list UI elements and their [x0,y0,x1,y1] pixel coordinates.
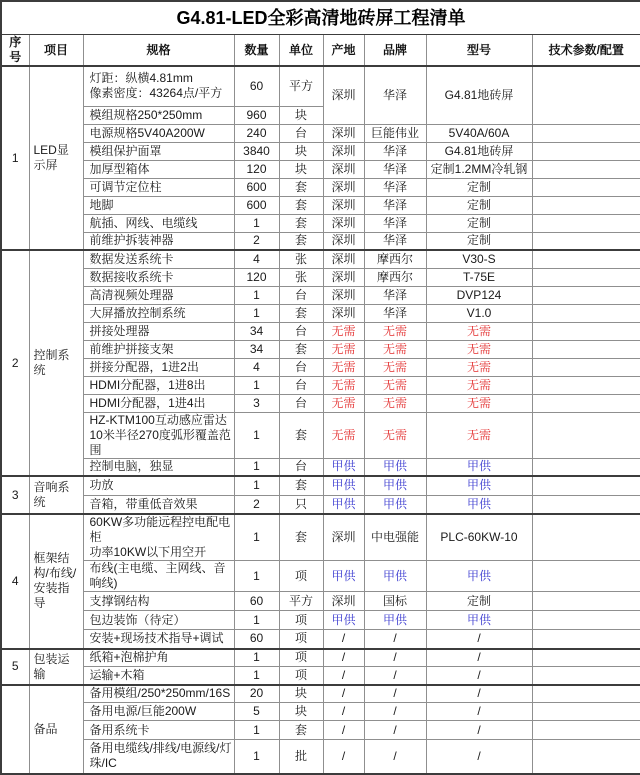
brand-cell: 华泽 [364,232,426,250]
model-cell: DVP124 [426,286,532,304]
qty-cell: 34 [234,322,279,340]
table-row [1,160,640,178]
table-row [1,649,640,667]
brand-cell: / [364,703,426,721]
model-cell: 定制1.2MM冷轧钢 [426,160,532,178]
spec-line: 灯距：纵横4.81mm [89,71,193,86]
tech-cell [532,322,640,340]
model-cell: 甲供 [426,561,532,592]
row-no-cell: 4 [1,514,29,649]
tech-cell [532,268,640,286]
model-cell: 无需 [426,358,532,376]
column-header-no: 序号 [1,35,29,67]
unit-cell: 台 [279,394,323,412]
unit-cell: 台 [279,322,323,340]
origin-cell: 深圳 [323,514,364,561]
brand-cell: 甲供 [364,561,426,592]
spec-cell: 数据接收系统卡 [83,268,234,286]
unit-cell: 台 [279,358,323,376]
brand-cell: 无需 [364,322,426,340]
origin-cell: 深圳 [323,196,364,214]
table-row [1,250,640,268]
unit-cell: 批 [279,740,323,774]
tech-cell [532,250,640,268]
spec-cell: HDMI分配器，1进4出 [83,394,234,412]
unit-cell: 张 [279,268,323,286]
qty-cell: 960 [234,106,279,124]
tech-cell [532,685,640,703]
tech-cell [532,611,640,630]
brand-cell: 无需 [364,376,426,394]
spec-line: 60KW多功能远程控电配电柜 [89,515,231,544]
brand-cell: 甲供 [364,458,426,476]
unit-cell: 套 [279,232,323,250]
column-header-spec: 规格 [83,35,234,67]
unit-cell: 套 [279,476,323,495]
spec-cell: 拼接分配器，1进2出 [83,358,234,376]
qty-cell: 1 [234,740,279,774]
qty-cell: 3840 [234,142,279,160]
model-cell: / [426,685,532,703]
tech-cell [532,214,640,232]
origin-cell: 深圳 [323,178,364,196]
item-cell: 包装运输 [29,649,83,685]
tech-cell [532,495,640,514]
tech-cell [532,340,640,358]
qty-cell: 60 [234,592,279,611]
brand-cell: 巨能伟业 [364,124,426,142]
unit-cell: 项 [279,649,323,667]
qty-cell: 5 [234,703,279,721]
qty-cell: 2 [234,232,279,250]
model-cell: G4.81地砖屏 [426,66,532,124]
brand-cell: 无需 [364,340,426,358]
qty-cell: 120 [234,268,279,286]
column-header-origin: 产地 [323,35,364,67]
qty-cell: 60 [234,630,279,649]
origin-cell: / [323,667,364,685]
table-row [1,124,640,142]
page-title: G4.81-LED全彩高清地砖屏工程清单 [1,1,640,35]
row-no-cell: 3 [1,476,29,514]
column-header-tech: 技术参数/配置 [532,35,640,67]
qty-cell: 1 [234,376,279,394]
unit-cell: 块 [279,703,323,721]
unit-cell: 套 [279,340,323,358]
qty-cell: 1 [234,561,279,592]
qty-cell: 1 [234,214,279,232]
spec-cell: 模组规格250*250mm [83,106,234,124]
unit-cell: 平方 [279,592,323,611]
origin-cell: 深圳 [323,124,364,142]
brand-cell: 华泽 [364,178,426,196]
origin-cell: / [323,649,364,667]
brand-cell: / [364,630,426,649]
unit-cell: 项 [279,561,323,592]
brand-cell: 甲供 [364,495,426,514]
tech-cell [532,232,640,250]
unit-cell: 项 [279,611,323,630]
tech-cell [532,178,640,196]
unit-cell: 套 [279,412,323,458]
title-row [1,1,640,35]
origin-cell: 甲供 [323,611,364,630]
model-cell: T-75E [426,268,532,286]
table-row [1,304,640,322]
tech-cell [532,592,640,611]
tech-cell [532,458,640,476]
tech-cell [532,703,640,721]
model-cell: 无需 [426,412,532,458]
origin-cell: 无需 [323,322,364,340]
brand-cell: 甲供 [364,611,426,630]
table-row [1,286,640,304]
model-cell: / [426,630,532,649]
spec-cell: 加厚型箱体 [83,160,234,178]
brand-cell: 摩西尔 [364,268,426,286]
model-cell: 无需 [426,340,532,358]
qty-cell: 1 [234,304,279,322]
brand-cell: / [364,667,426,685]
spec-cell: 地脚 [83,196,234,214]
spec-cell: 音箱，带重低音效果 [83,495,234,514]
origin-cell: 甲供 [323,458,364,476]
model-cell: 甲供 [426,611,532,630]
table-row [1,358,640,376]
column-header-model: 型号 [426,35,532,67]
spec-cell: 前维护拆装神器 [83,232,234,250]
brand-cell: 中电强能 [364,514,426,561]
table-row [1,376,640,394]
tech-cell [532,649,640,667]
spec-cell: 可调节定位柱 [83,178,234,196]
spec-line: 像素密度：43264点/平方 [89,86,223,101]
tech-cell [532,721,640,740]
spec-line: HZ-KTM100互动感应雷达 [89,412,227,427]
model-cell: / [426,667,532,685]
origin-cell: / [323,630,364,649]
spec-cell: 备用电源/巨能200W [83,703,234,721]
brand-cell: 无需 [364,394,426,412]
model-cell: 定制 [426,214,532,232]
brand-cell: 摩西尔 [364,250,426,268]
unit-cell: 套 [279,721,323,740]
qty-cell: 1 [234,458,279,476]
column-header-unit: 单位 [279,35,323,67]
qty-cell: 600 [234,178,279,196]
brand-cell: 甲供 [364,476,426,495]
tech-cell [532,66,640,124]
qty-cell: 1 [234,514,279,561]
tech-cell [532,358,640,376]
qty-cell: 1 [234,286,279,304]
brand-cell: 华泽 [364,196,426,214]
spec-cell: 布线(主电缆、主网线、音响线) [83,561,234,592]
model-cell: 无需 [426,394,532,412]
tech-cell [532,196,640,214]
row-no-cell: 1 [1,66,29,250]
origin-cell: 深圳 [323,304,364,322]
spec-cell [83,514,234,561]
origin-cell: 深圳 [323,250,364,268]
qty-cell: 1 [234,721,279,740]
model-cell: 无需 [426,322,532,340]
item-cell: LED显示屏 [29,66,83,250]
origin-cell: 深圳 [323,142,364,160]
table-row [1,458,640,476]
origin-cell: 无需 [323,394,364,412]
qty-cell: 20 [234,685,279,703]
spec-cell: 备用电缆线/排线/电源线/灯珠/IC [83,740,234,774]
spec-cell: 数据发送系统卡 [83,250,234,268]
spec-cell: 航插、网线、电缆线 [83,214,234,232]
spec-cell [83,66,234,106]
origin-cell: 甲供 [323,561,364,592]
tech-cell [532,376,640,394]
brand-cell: 无需 [364,412,426,458]
spec-cell: 模组保护面罩 [83,142,234,160]
tech-cell [532,304,640,322]
table-row [1,495,640,514]
table-row [1,232,640,250]
spec-cell: 功放 [83,476,234,495]
unit-cell: 只 [279,495,323,514]
model-cell: G4.81地砖屏 [426,142,532,160]
spec-cell: 备用模组/250*250mm/16S [83,685,234,703]
tech-cell [532,286,640,304]
origin-cell: / [323,721,364,740]
table-row [1,685,640,703]
spec-line: 功率10KW以下用空开 [89,545,207,559]
qty-cell: 3 [234,394,279,412]
spec-cell: 大屏播放控制系统 [83,304,234,322]
spec-cell: 支撑钢结构 [83,592,234,611]
table-row [1,740,640,774]
origin-cell: 无需 [323,412,364,458]
spec-cell: 电源规格5V40A200W [83,124,234,142]
table-row [1,721,640,740]
spec-cell: 包边装饰（待定） [83,611,234,630]
tech-cell [532,514,640,561]
brand-cell: / [364,740,426,774]
qty-cell: 1 [234,412,279,458]
table-row [1,476,640,495]
model-cell: 无需 [426,376,532,394]
model-cell: / [426,740,532,774]
model-cell: / [426,703,532,721]
qty-cell: 1 [234,649,279,667]
unit-cell: 平方 [279,66,323,106]
origin-cell: / [323,685,364,703]
brand-cell: 华泽 [364,142,426,160]
tech-cell [532,561,640,592]
origin-cell: 无需 [323,340,364,358]
item-cell: 音响系统 [29,476,83,514]
unit-cell: 台 [279,458,323,476]
table-row [1,196,640,214]
tech-cell [532,160,640,178]
unit-cell: 块 [279,142,323,160]
tech-cell [532,394,640,412]
origin-cell: 无需 [323,376,364,394]
spec-line: 10米半径270度弧形覆盖范围 [89,427,231,457]
tech-cell [532,412,640,458]
qty-cell: 1 [234,611,279,630]
table-row [1,611,640,630]
spec-cell: 备用系统卡 [83,721,234,740]
qty-cell: 120 [234,160,279,178]
spec-cell: 前维护拼接支架 [83,340,234,358]
origin-cell: 深圳 [323,232,364,250]
table-row [1,667,640,685]
table-row [1,322,640,340]
spec-cell: 纸箱+泡棉护角 [83,649,234,667]
model-cell: / [426,649,532,667]
unit-cell: 项 [279,630,323,649]
unit-cell: 块 [279,106,323,124]
model-cell: V1.0 [426,304,532,322]
origin-cell: / [323,703,364,721]
origin-cell: / [323,740,364,774]
column-header-item: 项目 [29,35,83,67]
table-row [1,514,640,561]
model-cell: 甲供 [426,458,532,476]
spec-cell: 高清视频处理器 [83,286,234,304]
qty-cell: 1 [234,667,279,685]
table-row [1,142,640,160]
unit-cell: 项 [279,667,323,685]
unit-cell: 台 [279,124,323,142]
model-cell: 定制 [426,232,532,250]
column-header-brand: 品牌 [364,35,426,67]
brand-cell: 无需 [364,358,426,376]
model-cell: 定制 [426,196,532,214]
header-row [1,35,640,67]
origin-cell: 深圳 [323,66,364,124]
spec-cell: HDMI分配器，1进8出 [83,376,234,394]
table-row [1,561,640,592]
origin-cell: 甲供 [323,476,364,495]
model-cell: 定制 [426,178,532,196]
unit-cell: 块 [279,685,323,703]
table-row [1,268,640,286]
row-no-cell [1,685,29,774]
tech-cell [532,630,640,649]
tech-cell [532,142,640,160]
table-row [1,394,640,412]
brand-cell: 华泽 [364,160,426,178]
origin-cell: 深圳 [323,592,364,611]
row-no-cell: 2 [1,250,29,476]
model-cell: V30-S [426,250,532,268]
column-header-qty: 数量 [234,35,279,67]
origin-cell: 无需 [323,358,364,376]
brand-cell: 华泽 [364,286,426,304]
unit-cell: 套 [279,178,323,196]
unit-cell: 套 [279,514,323,561]
row-no-cell: 5 [1,649,29,685]
tech-cell [532,667,640,685]
unit-cell: 台 [279,376,323,394]
tech-cell [532,124,640,142]
model-cell: PLC-60KW-10 [426,514,532,561]
origin-cell: 深圳 [323,268,364,286]
table-row [1,630,640,649]
spec-cell: 拼接处理器 [83,322,234,340]
origin-cell: 甲供 [323,495,364,514]
unit-cell: 台 [279,286,323,304]
brand-cell: 华泽 [364,214,426,232]
qty-cell: 2 [234,495,279,514]
origin-cell: 深圳 [323,214,364,232]
spec-cell: 运输+木箱 [83,667,234,685]
spec-cell: 安装+现场技术指导+调试 [83,630,234,649]
item-cell: 备品 [29,685,83,774]
unit-cell: 套 [279,304,323,322]
brand-cell: / [364,649,426,667]
unit-cell: 张 [279,250,323,268]
table-row [1,66,640,106]
tech-cell [532,476,640,495]
brand-cell: 华泽 [364,304,426,322]
qty-cell: 240 [234,124,279,142]
qty-cell: 1 [234,476,279,495]
unit-cell: 套 [279,214,323,232]
model-cell: / [426,721,532,740]
table-row [1,178,640,196]
tech-cell [532,740,640,774]
qty-cell: 34 [234,340,279,358]
qty-cell: 4 [234,250,279,268]
origin-cell: 深圳 [323,286,364,304]
table-row [1,703,640,721]
model-cell: 甲供 [426,476,532,495]
table-row [1,412,640,458]
unit-cell: 套 [279,196,323,214]
model-cell: 甲供 [426,495,532,514]
brand-cell: 华泽 [364,66,426,124]
brand-cell: / [364,721,426,740]
qty-cell: 600 [234,196,279,214]
item-cell: 控制系统 [29,250,83,476]
table-row [1,214,640,232]
qty-cell: 60 [234,66,279,106]
brand-cell: / [364,685,426,703]
unit-cell: 块 [279,160,323,178]
spec-cell [83,412,234,458]
table-row [1,592,640,611]
spec-cell: 控制电脑，独显 [83,458,234,476]
brand-cell: 国标 [364,592,426,611]
origin-cell: 深圳 [323,160,364,178]
table-row [1,340,640,358]
qty-cell: 4 [234,358,279,376]
model-cell: 5V40A/60A [426,124,532,142]
model-cell: 定制 [426,592,532,611]
item-cell: 框架结构/布线/安装指导 [29,514,83,649]
